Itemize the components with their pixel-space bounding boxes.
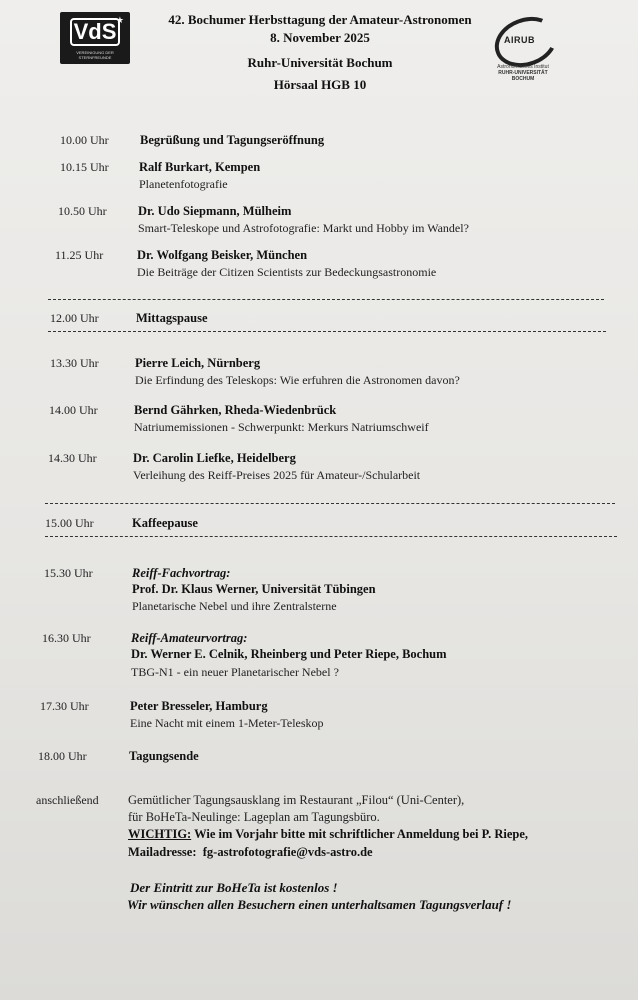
talk8-award: Reiff-Amateurvortrag:: [131, 631, 248, 645]
talk2-speaker: Dr. Udo Siepmann, Mülheim: [138, 204, 292, 218]
mail-label: Mailadresse:: [128, 845, 197, 859]
event-title: 42. Bochumer Herbsttagung der Amateur-Astronomen: [168, 12, 472, 27]
closing-line2: Wir wünschen allen Besuchern einen unterhaltsamen Tagungsverlauf !: [127, 897, 512, 912]
coffee-time: 15.00 Uhr: [45, 516, 94, 530]
talk9-title: Eine Nacht mit einem 1-Meter-Teleskop: [130, 716, 324, 730]
talk4-time: 13.30 Uhr: [50, 356, 99, 370]
event-venue: Ruhr-Universität Bochum: [247, 55, 393, 70]
talk5-title: Natriumemissionen - Schwerpunkt: Merkurs Natriumschweif: [134, 420, 429, 434]
talk2-time: 10.50 Uhr: [58, 204, 107, 218]
talk9-speaker: Peter Bresseler, Hamburg: [130, 699, 268, 713]
star-icon: ★: [115, 15, 124, 25]
lunch-time: 12.00 Uhr: [50, 311, 99, 325]
mail-line: [128, 845, 373, 860]
talk7-award: Reiff-Fachvortrag:: [132, 566, 231, 580]
important-note: [128, 827, 528, 842]
talk7-time: 15.30 Uhr: [44, 566, 93, 580]
mail-address: fg-astrofotografie@vds-astro.de: [202, 845, 373, 859]
talk1-time: 10.15 Uhr: [60, 160, 109, 174]
opening-label: Begrüßung und Tagungseröffnung: [140, 133, 325, 147]
talk7-speaker: Prof. Dr. Klaus Werner, Universität Tübingen: [132, 582, 376, 596]
talk7-title: Planetarische Nebel und ihre Zentralsterne: [132, 599, 337, 613]
talk2-title: Smart-Teleskope und Astrofotografie: Markt und Hobby im Wandel?: [138, 221, 469, 235]
airub-logo-subtitle: Astronomisches Institut: [497, 64, 549, 70]
talk6-title: Verleihung des Reiff-Preises 2025 für Amateur-/Schularbeit: [133, 468, 421, 482]
event-date: 8. November 2025: [270, 30, 370, 45]
talk8-time: 16.30 Uhr: [42, 631, 91, 645]
opening-time: 10.00 Uhr: [60, 133, 109, 147]
talk6-speaker: Dr. Carolin Liefke, Heidelberg: [133, 451, 296, 465]
talk4-title: Die Erfindung des Teleskops: Wie erfuhren die Astronomen davon?: [135, 373, 460, 387]
divider: [48, 331, 606, 332]
talk8-speaker: Dr. Werner E. Celnik, Rheinberg und Peter Riepe, Bochum: [131, 647, 447, 661]
divider: [48, 299, 604, 300]
talk3-speaker: Dr. Wolfgang Beisker, München: [137, 248, 308, 262]
talk3-title: Die Beiträge der Citizen Scientists zur Bedeckungsastronomie: [137, 265, 437, 279]
divider: [45, 503, 615, 504]
afterwards-line2: für BoHeTa-Neulinge: Lageplan am Tagungsbüro.: [128, 810, 380, 824]
event-room: Hörsaal HGB 10: [273, 77, 367, 92]
afterwards-time: anschließend: [36, 793, 99, 807]
end-time: 18.00 Uhr: [38, 749, 87, 763]
talk5-time: 14.00 Uhr: [49, 403, 98, 417]
vds-logo-subtitle: VEREINIGUNG DER STERNFREUNDE: [76, 50, 114, 60]
coffee-label: Kaffeepause: [132, 516, 198, 530]
talk5-speaker: Bernd Gährken, Rheda-Wiedenbrück: [134, 403, 337, 417]
afterwards-line1: Gemütlicher Tagungsausklang im Restaurant „Filou“ (Uni-Center),: [128, 793, 465, 807]
lunch-label: Mittagspause: [136, 311, 208, 325]
vds-logo-text: VdS: [70, 18, 120, 46]
important-label: WICHTIG:: [128, 827, 192, 841]
talk3-time: 11.25 Uhr: [55, 248, 104, 262]
talk6-time: 14.30 Uhr: [48, 451, 97, 465]
talk1-title: Planetenfotografie: [139, 177, 228, 191]
end-label: Tagungsende: [129, 749, 199, 763]
talk1-speaker: Ralf Burkart, Kempen: [139, 160, 261, 174]
airub-logo-university: RUHR-UNIVERSITÄT BOCHUM: [498, 70, 548, 82]
airub-logo-text: AIRUB: [504, 35, 535, 45]
talk8-title: TBG-N1 - ein neuer Planetarischer Nebel ?: [131, 665, 339, 679]
talk9-time: 17.30 Uhr: [40, 699, 89, 713]
important-text: Wie im Vorjahr bitte mit schriftlicher Anmeldung bei P. Riepe,: [191, 827, 529, 841]
closing-line1: Der Eintritt zur BoHeTa ist kostenlos !: [130, 880, 338, 895]
talk4-speaker: Pierre Leich, Nürnberg: [135, 356, 261, 370]
divider: [45, 536, 617, 537]
